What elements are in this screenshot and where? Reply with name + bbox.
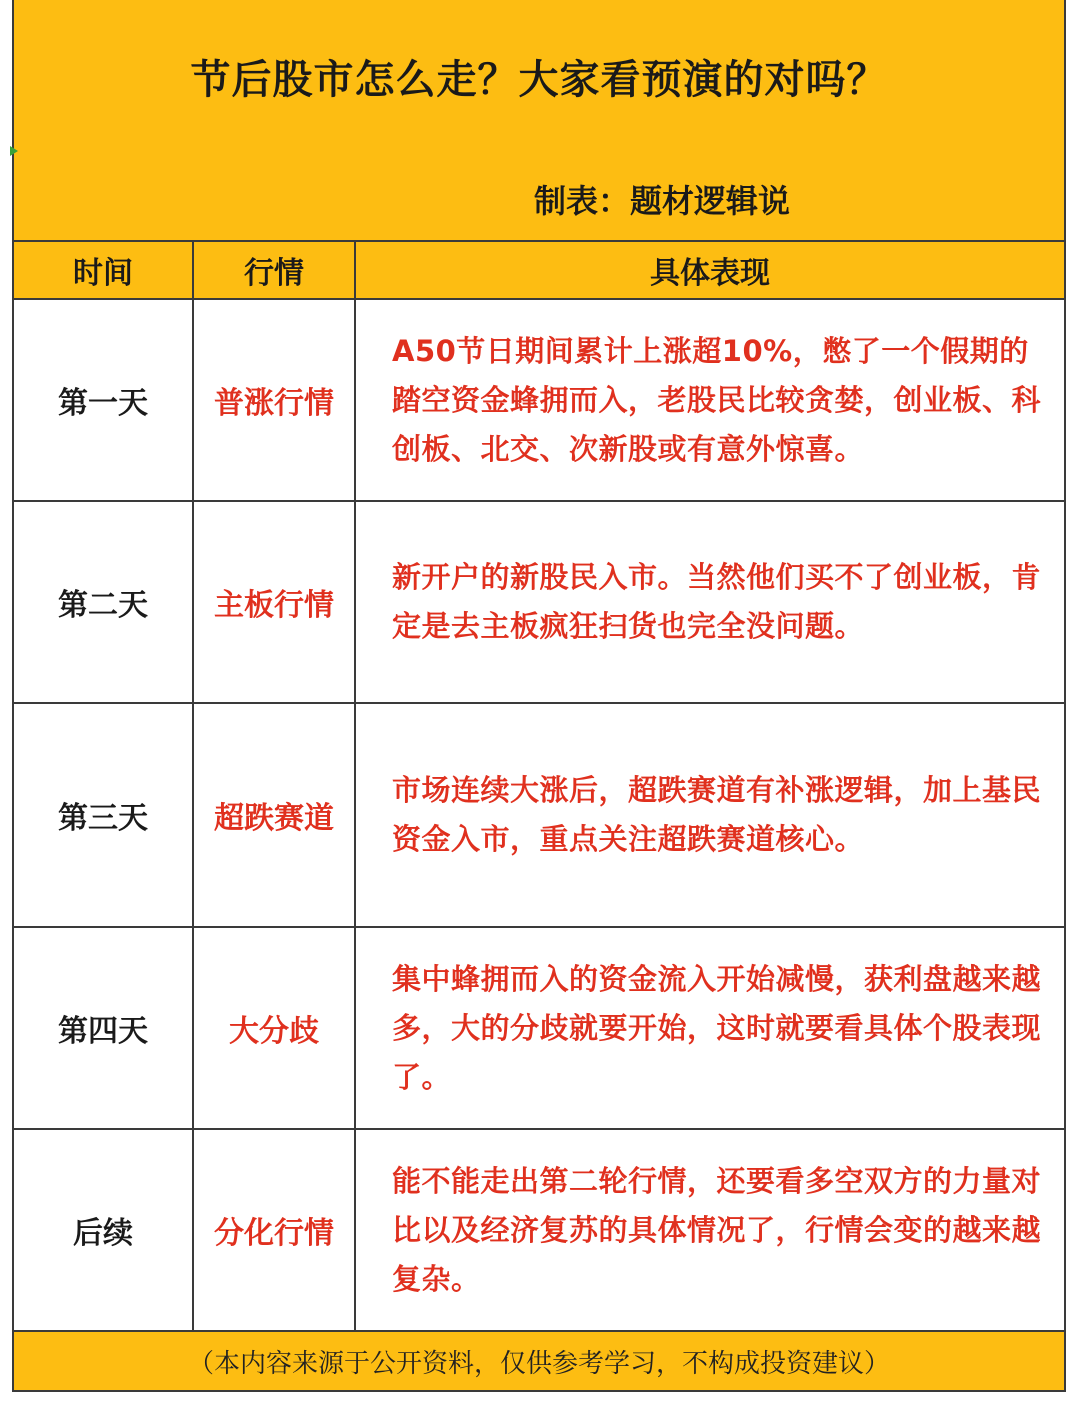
row-detail xyxy=(356,300,1064,500)
row-market: 普涨行情 xyxy=(194,300,356,500)
row-day: 后续 xyxy=(14,1130,194,1330)
table-header-row xyxy=(14,242,1064,300)
row-day: 第一天 xyxy=(14,300,194,500)
title-banner xyxy=(14,0,1064,242)
table-row xyxy=(14,1130,1064,1332)
header-detail: 具体表现 xyxy=(650,256,770,291)
page-title: 节后股市怎么走？大家看预演的对吗？ xyxy=(190,57,888,103)
header-market: 行情 xyxy=(194,242,356,298)
row-detail-text: 能不能走出第二轮行情，还要看多空双方的力量对比以及经济复苏的具体情况了，行情会变的越来越复杂。 xyxy=(392,1163,1042,1296)
table-row xyxy=(14,502,1064,704)
row-detail-text: 集中蜂拥而入的资金流入开始减慢，获利盘越来越多，大的分歧就要开始，这时就要看具体个股表现了。 xyxy=(392,961,1042,1094)
row-day: 第三天 xyxy=(14,704,194,926)
row-market: 主板行情 xyxy=(194,502,356,702)
table-row xyxy=(14,928,1064,1130)
row-detail xyxy=(356,704,1064,926)
header-time: 时间 xyxy=(14,242,194,298)
row-detail-text: 新开户的新股民入市。当然他们买不了创业板，肯定是去主板疯狂扫货也完全没问题。 xyxy=(392,560,1042,643)
forecast-table xyxy=(12,0,1066,1392)
row-day: 第四天 xyxy=(14,928,194,1128)
table-credit: 制表：题材逻辑说 xyxy=(534,182,791,220)
row-detail xyxy=(356,928,1064,1128)
row-market: 大分歧 xyxy=(194,928,356,1128)
row-detail-text: A50节日期间累计上涨超10%，憋了一个假期的踏空资金蜂拥而入，老股民比较贪婪，创业板、科创板、北交、次新股或有意外惊喜。 xyxy=(392,333,1042,466)
row-day: 第二天 xyxy=(14,502,194,702)
row-detail-text: 市场连续大涨后，超跌赛道有补涨逻辑，加上基民资金入市，重点关注超跌赛道核心。 xyxy=(392,773,1042,856)
row-detail xyxy=(356,1130,1064,1330)
leaf-mark-icon xyxy=(10,146,18,156)
row-detail xyxy=(356,502,1064,702)
row-market: 分化行情 xyxy=(194,1130,356,1330)
table-row xyxy=(14,300,1064,502)
table-row xyxy=(14,704,1064,928)
row-market: 超跌赛道 xyxy=(194,704,356,926)
disclaimer-footer: （本内容来源于公开资料，仅供参考学习，不构成投资建议） xyxy=(14,1332,1064,1390)
